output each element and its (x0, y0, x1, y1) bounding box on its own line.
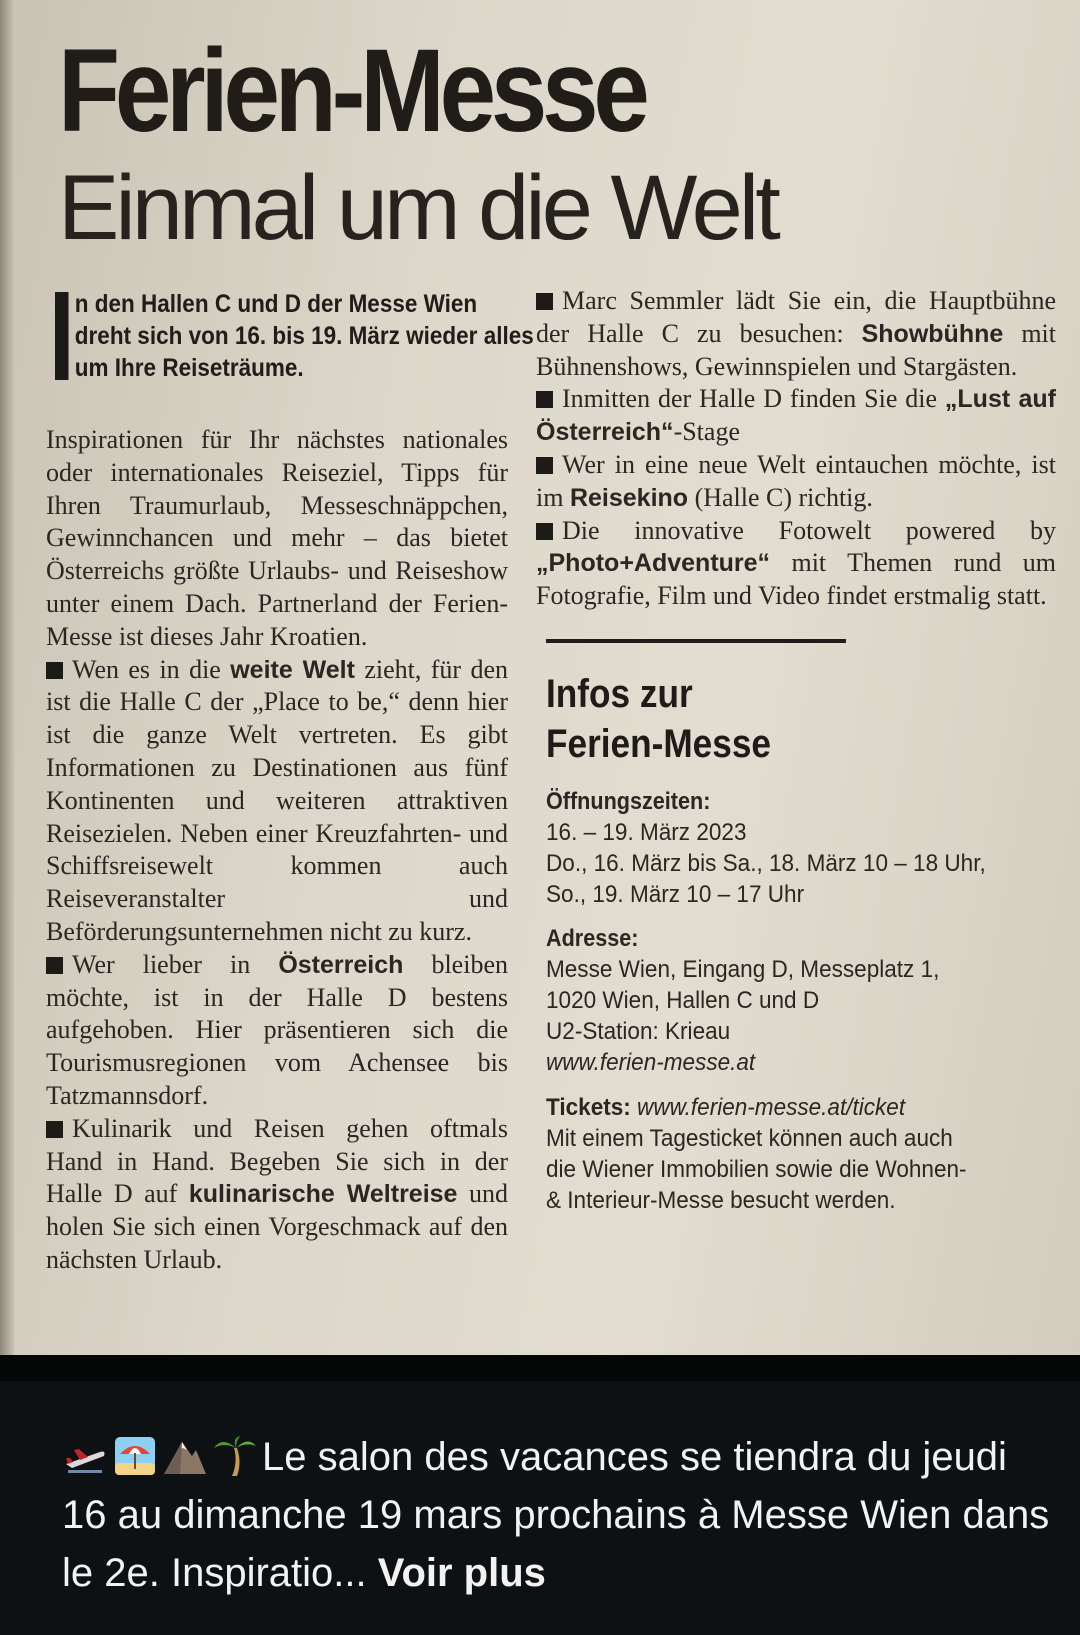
bullet-square-icon (536, 391, 553, 408)
palm-tree-icon (212, 1434, 258, 1478)
beach-umbrella-icon (112, 1434, 158, 1478)
bullet-square-icon (536, 457, 553, 474)
article-paragraph-stage: Inmitten der Halle D finden Sie die „Lust auf Österreich“-Stage (536, 384, 1056, 447)
airplane-icon (62, 1434, 108, 1478)
divider-rule (546, 639, 846, 643)
hours-label: Öffnungszeiten: (546, 787, 711, 815)
article-paragraph-culinary: Kulinarik und Reisen gehen oftmals Hand in Hand. Begeben Sie sich in der Halle D auf kulinarische Weltreise und holen Sie sich einen Vorgeschmack auf den nächsten Urlaub. (46, 1113, 508, 1274)
address-line-3: U2-Station: Krieau (546, 1017, 731, 1045)
tickets-note-2: die Wiener Immobilien sowie die Wohnen- (546, 1155, 967, 1183)
address-line-2: 1020 Wien, Hallen C und D (546, 986, 820, 1014)
article-paragraph-austria: Wer lieber in Österreich bleiben möchte, ist in der Halle D bestens aufgehoben. Hier präsentieren sich die Tourismusregionen vom Achensee bis Tatzmannsdorf. (46, 949, 508, 1110)
bullet-square-icon (46, 957, 63, 974)
bullet-square-icon (536, 523, 553, 540)
hours-sunday: So., 19. März 10 – 17 Uhr (546, 880, 805, 908)
drop-cap-i (55, 292, 69, 380)
hours-weekdays: Do., 16. März bis Sa., 18. März 10 – 18 Uhr, (546, 849, 986, 877)
hours-dates: 16. – 19. März 2023 (546, 818, 747, 846)
left-column (46, 288, 534, 1277)
address-line-1: Messe Wien, Eingang D, Messeplatz 1, (546, 955, 940, 983)
mountain-icon (162, 1434, 208, 1478)
article-paragraph-reisekino: Wer in eine neue Welt eintauchen möchte, ist im Reisekino (Halle C) richtig. (536, 449, 1056, 512)
info-box (536, 669, 1056, 1216)
article-intro: Inspirationen für Ihr nächstes nationales oder internationales Reiseziel, Tipps für Ihren Traumurlaub, Messeschnäppchen, Gewinnchancen und mehr – das bietet Österreichs größte Urlaubs- und Reiseshow unter einem Dach. Partnerland der Ferien-Messe ist dieses Jahr Kroatien. (46, 425, 508, 651)
tickets-note-3: & Interieur-Messe besucht werden. (546, 1186, 896, 1214)
right-column (536, 285, 1056, 1216)
article-paragraph-fotowelt: Die innovative Fotowelt powered by „Photo+Adventure“ mit Themen rund um Fotografie, Film und Video findet erstmalig statt. (536, 515, 1056, 611)
address-label: Adresse: (546, 924, 639, 952)
tickets-line: Tickets: www.ferien-messe.at/ticket (546, 1093, 906, 1121)
article-paragraph-showbuehne: Marc Semmler lädt Sie ein, die Hauptbühne der Halle C zu besuchen: Showbühne mit Bühnenshows, Gewinnspielen und Stargästen. (536, 286, 1056, 381)
website-text: www.ferien-messe.at (546, 1048, 756, 1076)
bullet-square-icon (46, 1121, 63, 1138)
tickets-note-1: Mit einem Tagesticket können auch auch (546, 1124, 953, 1152)
article-title: Ferien-Messe (58, 25, 645, 157)
article-subtitle: Einmal um die Welt (58, 157, 777, 259)
photo-bottom-edge (0, 1355, 1080, 1381)
post-caption[interactable] (62, 1428, 1052, 1602)
info-heading: Infos zur Ferien-Messe (546, 671, 771, 766)
see-more-link[interactable]: Voir plus (377, 1551, 546, 1595)
article-lead: n den Hallen C und D der Messe Wien dreht sich von 16. bis 19. März wieder alles um Ihre Reiseträume. (46, 288, 536, 384)
caption-text: Le salon des vacances se tiendra du jeudi 16 au dimanche 19 mars prochains à Messe Wien dans le 2e. Inspiratio... (62, 1435, 1050, 1595)
bullet-square-icon (46, 662, 63, 679)
article-paragraph-world: Wen es in die weite Welt zieht, für den ist die Halle C der „Place to be,“ denn hier ist die ganze Welt vertreten. Es gibt Informationen zu Destinationen aus fünf Kontinenten und weiteren attraktiven Reisezielen. Neben einer Kreuzfahrten- und Schiffsreisewelt kommen auch Reiseveranstalter und Beförderungsunternehmen nicht zu kurz. (46, 654, 508, 946)
bullet-square-icon (536, 293, 553, 310)
